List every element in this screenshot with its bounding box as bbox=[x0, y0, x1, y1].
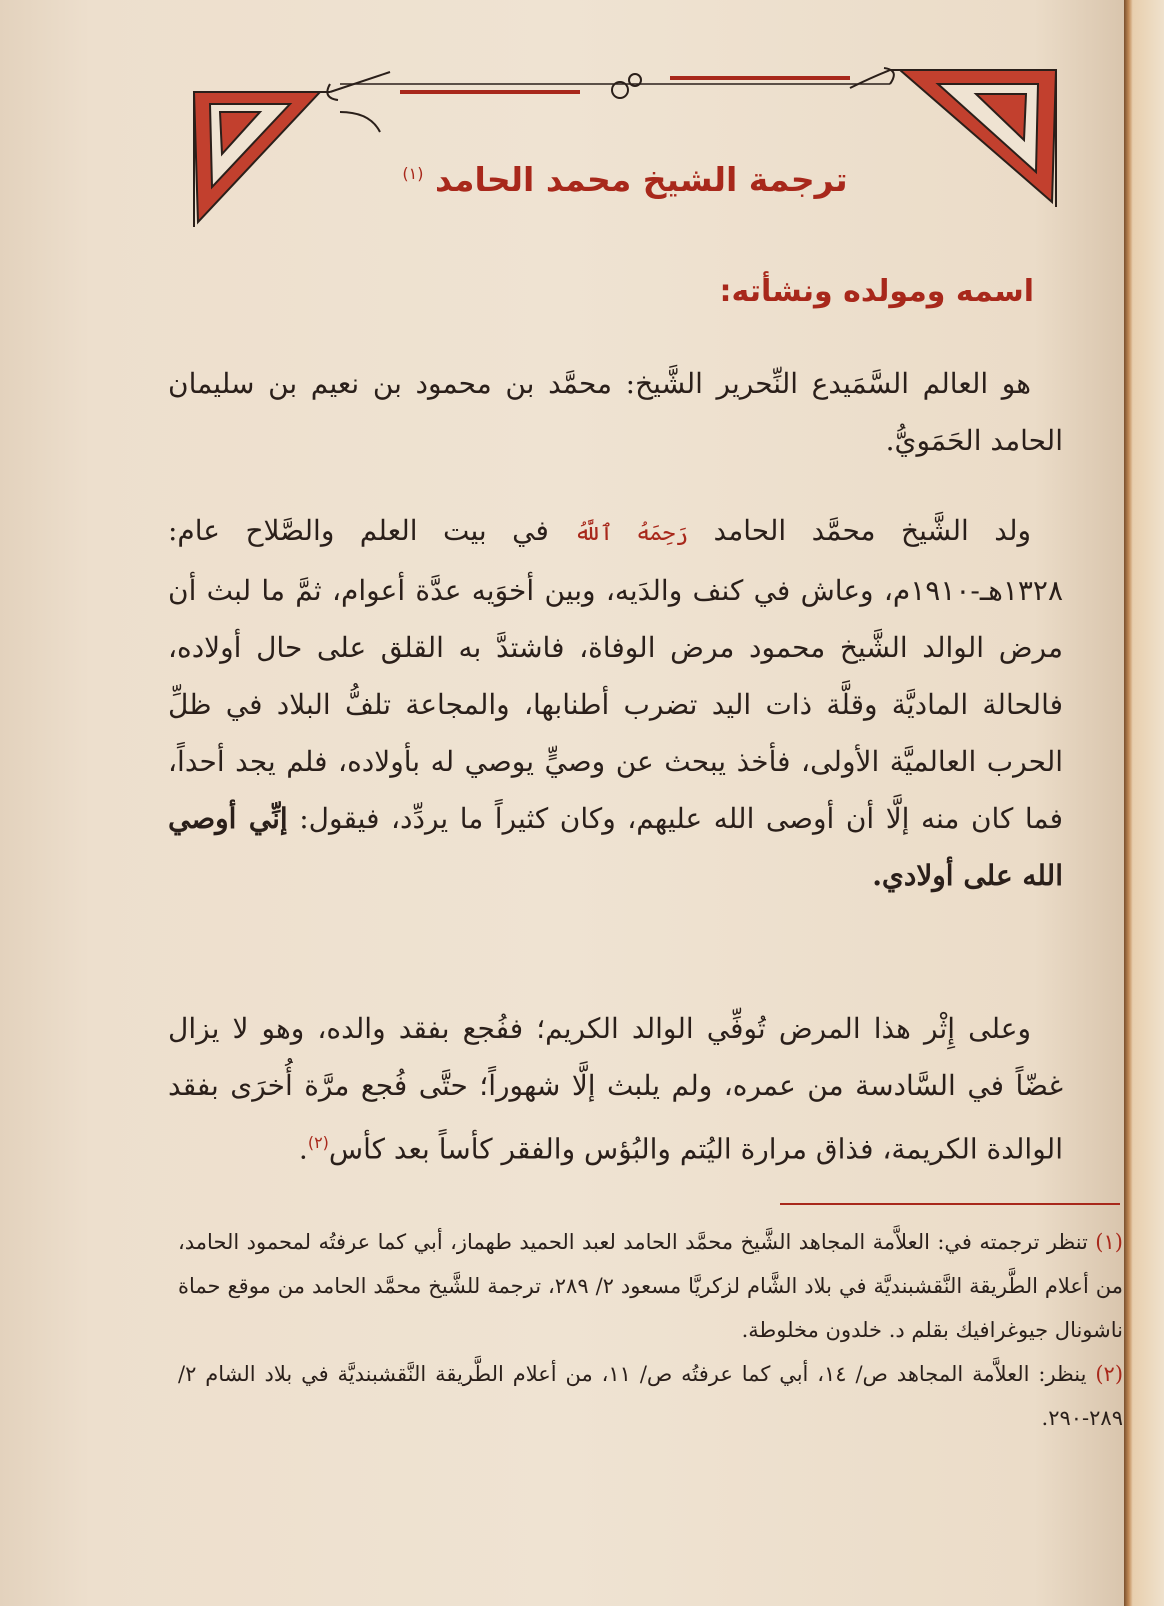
paragraph-birth-quote: إنِّي أوصي الله على أولادي. bbox=[168, 802, 1063, 892]
paragraph-name: هو العالم السَّمَيدع النِّحرير الشَّيخ: محمَّد بن محمود بن نعيم بن سليمان الحامد الحَمَويُّ. bbox=[168, 367, 1063, 457]
book-binding-edge bbox=[1124, 0, 1164, 1606]
title-ornament-frame bbox=[190, 62, 1060, 237]
paragraph-orphan bbox=[168, 1000, 1063, 1177]
top-bar-ornament bbox=[327, 68, 894, 100]
footnote-text: تنظر ترجمته في: العلاَّمة المجاهد الشَّيخ محمَّد الحامد لعبد الحميد طهماز، أبي كما عرفتُه لمحمود الحامد، من أعلام الطَّريقة النَّقشبنديَّة في بلاد الشَّام لزكريَّا مسعود ٢/ ٢٨٩، ترجمة للشَّيخ محمَّد الحامد من موقع حماة ناشونال جيوغرافيك بقلم د. خلدون مخلوطة. bbox=[178, 1230, 1123, 1342]
paragraph-birth bbox=[168, 502, 1063, 904]
footnote-number: (٢) bbox=[1095, 1362, 1124, 1386]
title-text: ترجمة الشيخ محمد الحامد bbox=[434, 160, 848, 199]
left-corner-ornament bbox=[194, 72, 390, 227]
paragraph-birth-start: ولد الشَّيخ محمَّد الحامد bbox=[713, 514, 1032, 547]
footnotes bbox=[178, 1220, 1123, 1440]
footnote-item bbox=[178, 1352, 1123, 1440]
title-footnote-ref: (١) bbox=[402, 164, 424, 183]
paragraph-birth-body: في بيت العلم والصَّلاح عام: ١٣٢٨هـ-١٩١٠م، وعاش في كنف والدَيه، وبين أخوَيه عدَّة أعوام، ثمَّ ما لبث أن مرض الوالد الشَّيخ محمود مرض الوفاة، فاشتدَّ به القلق على حال أولاده، فالحالة الماديَّة وقلَّة ذات اليد تضرب أطنابها، والمجاعة تلفُّ البلاد في ظلِّ الحرب العالميَّة الأولى، فأخذ يبحث عن وصيٍّ يوصي له بأولاده، فلم يجد أحداً، فما كان منه إلَّا أن أوصى الله عليهم، وكان كثيراً ما يردِّد، فيقول: bbox=[168, 514, 1064, 835]
paragraph-orphan-end: . bbox=[298, 1132, 308, 1166]
rahimahu-allah-glyph: رَحِمَهُ ٱللَّهُ bbox=[574, 521, 689, 546]
footnote-item bbox=[178, 1220, 1123, 1352]
footnote-ref-2: (٢) bbox=[307, 1133, 329, 1152]
paragraph-orphan-body: وعلى إِثْر هذا المرض تُوفِّي الوالد الكريم؛ ففُجع بفقد والده، وهو لا يزال غضّاً في السَّادسة من عمره، ولم يلبث إلَّا شهوراً؛ حتَّى فُجع مرَّة أُخرَى بفقد الوالدة الكريمة، فذاق مرارة اليُتم والبُؤس والفقر كأساً بعد كأس bbox=[168, 1012, 1064, 1166]
section-heading: اسمه ومولده ونشأته: bbox=[719, 274, 1034, 309]
footnote-divider bbox=[780, 1203, 1120, 1205]
page-title bbox=[190, 152, 1060, 199]
footnote-number: (١) bbox=[1095, 1230, 1123, 1254]
footnote-text: ينظر: العلاَّمة المجاهد ص/ ١٤، أبي كما عرفتُه ص/ ١١، من أعلام الطَّريقة النَّقشبنديَّة في بلاد الشام ٢/ ٢٨٩-٢٩٠. bbox=[178, 1362, 1123, 1430]
